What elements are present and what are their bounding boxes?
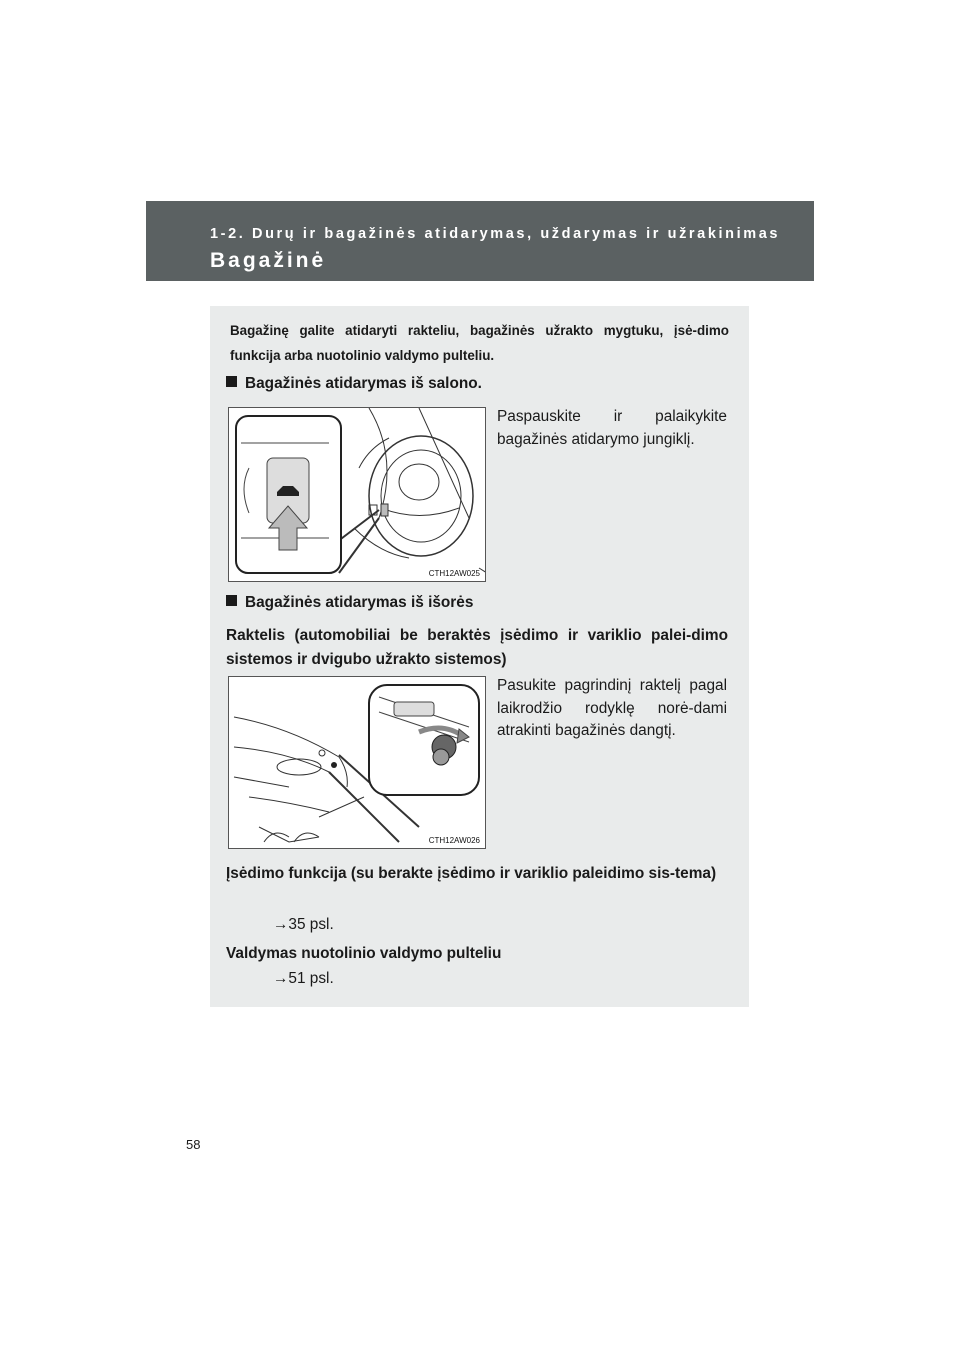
instruction-inside: Paspauskite ir palaikykite bagažinės atidarymo jungiklį. — [497, 408, 727, 448]
square-bullet-icon — [226, 376, 237, 387]
key-lock-illustration — [229, 677, 486, 849]
heading-text: Bagažinės atidarymas iš salono. — [245, 375, 482, 392]
page-number: 58 — [186, 1137, 201, 1152]
figure-key-lock — [228, 676, 486, 849]
interior-switch-illustration — [229, 408, 486, 582]
section-title: 1-2. Durų ir bagažinės atidarymas, uždarymas ir užrakinimas — [210, 226, 781, 242]
figure-code: CTH12AW026 — [428, 836, 480, 845]
entry-page-ref[interactable]: →35 psl. — [273, 916, 334, 933]
figure-interior-switch — [228, 407, 486, 582]
heading-text: Bagažinės atidarymas iš išorės — [245, 594, 474, 611]
heading-open-from-outside — [226, 594, 473, 612]
intro-text: Bagažinę galite atidaryti rakteliu, bagažinės užrakto mygtuku, įsė-dimo funkcija arba nuotolinio valdymo pulteliu. — [230, 323, 729, 363]
page-title: Bagažinė — [210, 249, 327, 272]
key-heading: Raktelis (automobiliai be beraktės įsėdimo ir variklio palei-dimo sistemos ir dvigubo užrakto sistemos) — [226, 627, 728, 668]
remote-page-ref[interactable]: →51 psl. — [273, 970, 334, 987]
entry-heading: Įsėdimo funkcija (su berakte įsėdimo ir variklio paleidimo sis-tema) — [226, 865, 717, 882]
remote-heading: Valdymas nuotolinio valdymo pulteliu — [226, 945, 502, 962]
heading-open-from-inside — [226, 375, 482, 393]
square-bullet-icon — [226, 595, 237, 606]
content-panel — [210, 306, 749, 1007]
figure-code: CTH12AW025 — [428, 569, 480, 578]
chapter-header — [146, 201, 814, 281]
instruction-key: Pasukite pagrindinį raktelį pagal laikrodžio rodyklę norė-dami atrakinti bagažinės dangtį. — [497, 677, 727, 739]
